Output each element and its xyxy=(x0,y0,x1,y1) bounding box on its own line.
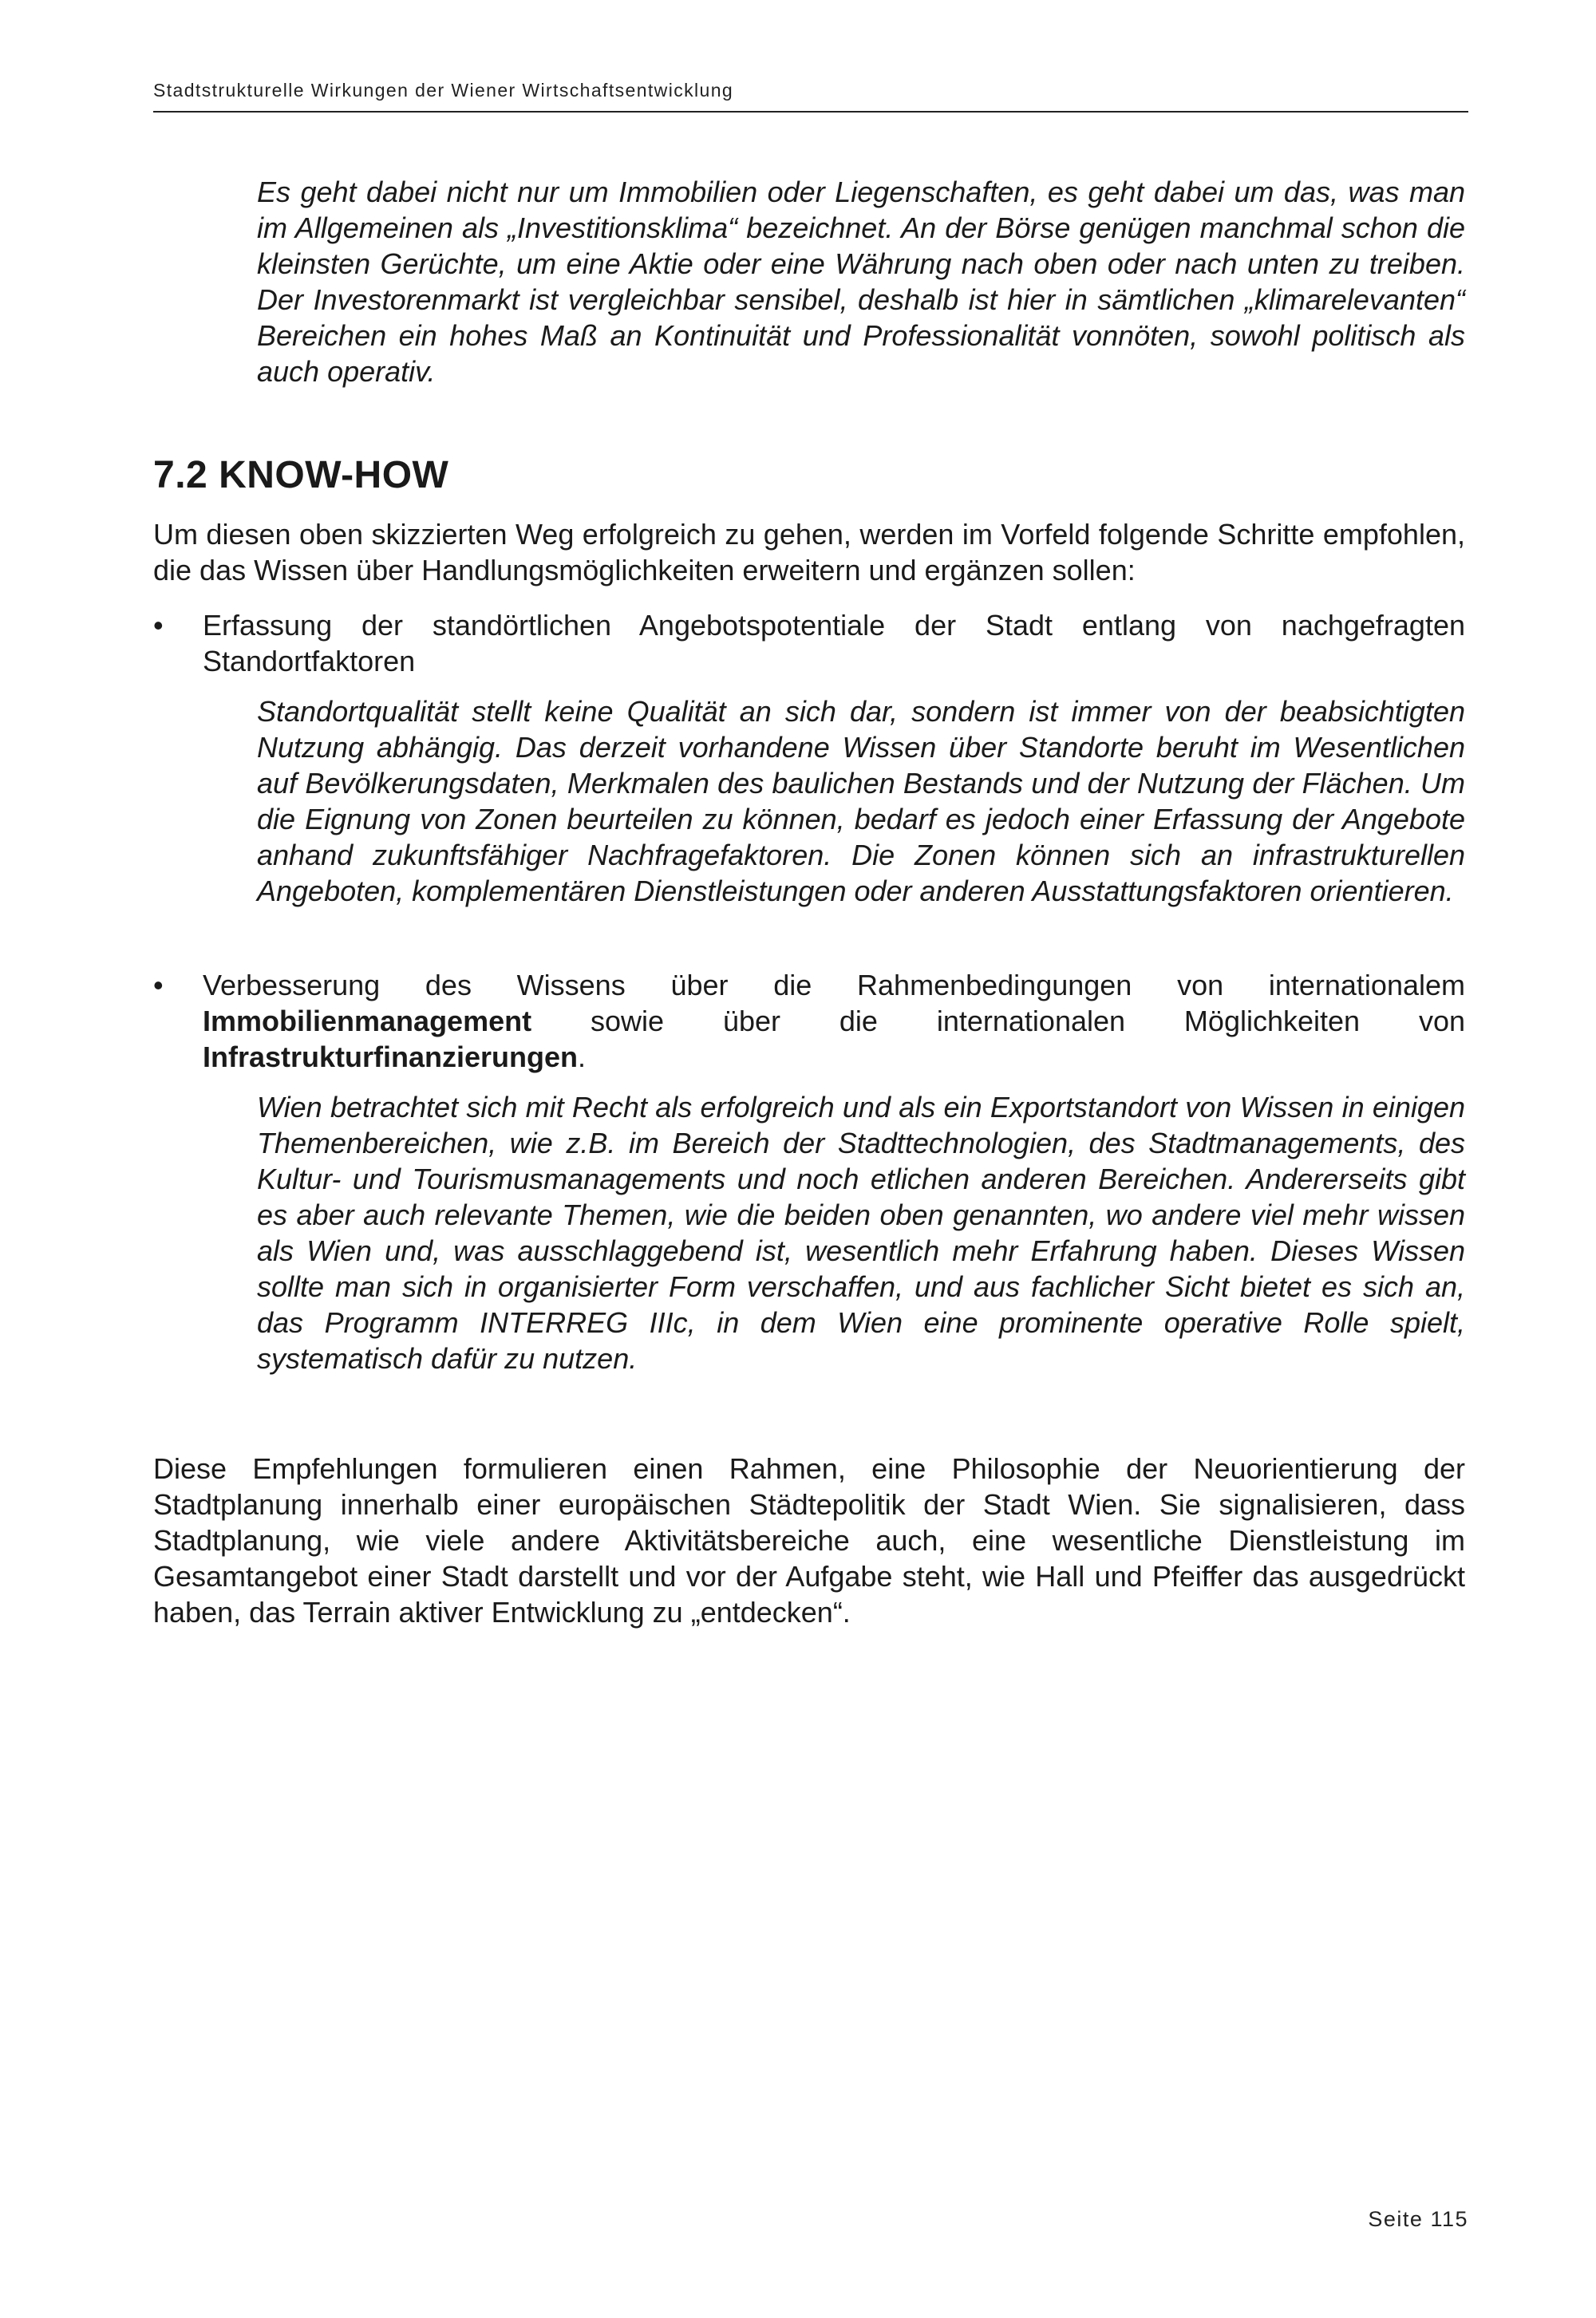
bullet-item-note: Wien betrachtet sich mit Recht als erfolgreich und als ein Exportstandort von Wissen in einigen Themenbereichen, wie z.B. im Bereich der Stadttechnologien, des Stadtmanagements, des Kultur- und Tourismusmanagements und noch etlichen anderen Bereichen. Andererseits gibt es aber auch relevante Themen, wie die beiden oben genannten, wo andere viel mehr wissen als Wien und, was ausschlaggebend ist, wesentlich mehr Erfahrung haben. Dieses Wissen sollte man sich in organisierter Form verschaffen, und aus fachlicher Sicht bietet es sich an, das Programm INTERREG IIIc, in dem Wien eine prominente operative Rolle spielt, systematisch dafür zu nutzen. xyxy=(257,1091,1465,1375)
intro-quote-paragraph: Es geht dabei nicht nur um Immobilien oder Liegenschaften, es geht dabei um das, was man im Allgemeinen als „Investitionsklima“ bezeichnet. An der Börse genügen manchmal schon die kleinsten Gerüchte, um eine Aktie oder eine Währung nach oben oder nach unten zu treiben. Der Investorenmarkt ist vergleichbar sensibel, deshalb ist hier in sämtlichen „klimarelevanten“ Bereichen ein hohes Maß an Kontinuität und Professionalität vonnöten, sowohl politisch als auch operativ. xyxy=(257,176,1465,388)
bullet-item-text xyxy=(203,967,1465,1075)
bullet-item xyxy=(153,607,1465,909)
bullet-text-emphasis: Immobilienmanagement xyxy=(203,1005,532,1037)
running-header-title: Stadtstrukturelle Wirkungen der Wiener Wirtschaftsentwicklung xyxy=(153,80,734,101)
bullet-marker: • xyxy=(153,969,164,1001)
section-heading: 7.2 KNOW-HOW xyxy=(153,454,449,496)
running-header xyxy=(153,80,1468,113)
section-intro-paragraph: Um diesen oben skizzierten Weg erfolgreich zu gehen, werden im Vorfeld folgende Schritte empfohlen, die das Wissen über Handlungsmöglichkeiten erweitern und ergänzen sollen: xyxy=(153,518,1465,586)
bullet-text-segment: sowie über die internationalen Möglichkeiten von xyxy=(531,1005,1465,1037)
bullet-marker: • xyxy=(153,609,164,642)
bullet-text-emphasis: Infrastrukturfinanzierungen xyxy=(203,1041,579,1073)
bullet-item xyxy=(153,967,1465,1376)
bullet-item-text: Erfassung der standörtlichen Angebotspotentiale der Stadt entlang von nachgefragten Standortfaktoren xyxy=(203,609,1465,677)
bullet-item-note: Standortqualität stellt keine Qualität an sich dar, sondern ist immer von der beabsichtigten Nutzung abhängig. Das derzeit vorhandene Wissen über Standorte beruht im Wesentlichen auf Bevölkerungsdaten, Merkmalen des baulichen Bestands und der Nutzung der Flächen. Um die Eignung von Zonen beurteilen zu können, bedarf es jedoch einer Erfassung der Angebote anhand zukunftsfähiger Nachfragefaktoren. Die Zonen können sich an infrastrukturellen Angeboten, komplementären Dienstleistungen oder anderen Ausstattungsfaktoren orientieren. xyxy=(257,695,1465,907)
page-number: Seite 115 xyxy=(1368,2207,1468,2231)
bullet-text-segment: Verbesserung des Wissens über die Rahmenbedingungen von internationalem xyxy=(203,969,1465,1001)
conclusion-paragraph: Diese Empfehlungen formulieren einen Rahmen, eine Philosophie der Neuorientierung der Stadtplanung innerhalb einer europäischen Städtepolitik der Stadt Wien. Sie signalisieren, dass Stadtplanung, wie viele andere Aktivitätsbereiche auch, eine wesentliche Dienstleistung im Gesamtangebot einer Stadt darstellt und vor der Aufgabe steht, wie Hall und Pfeiffer das ausgedrückt haben, das Terrain aktiver Entwicklung zu „entdecken“. xyxy=(153,1452,1465,1629)
bullet-text-segment: . xyxy=(578,1041,587,1073)
